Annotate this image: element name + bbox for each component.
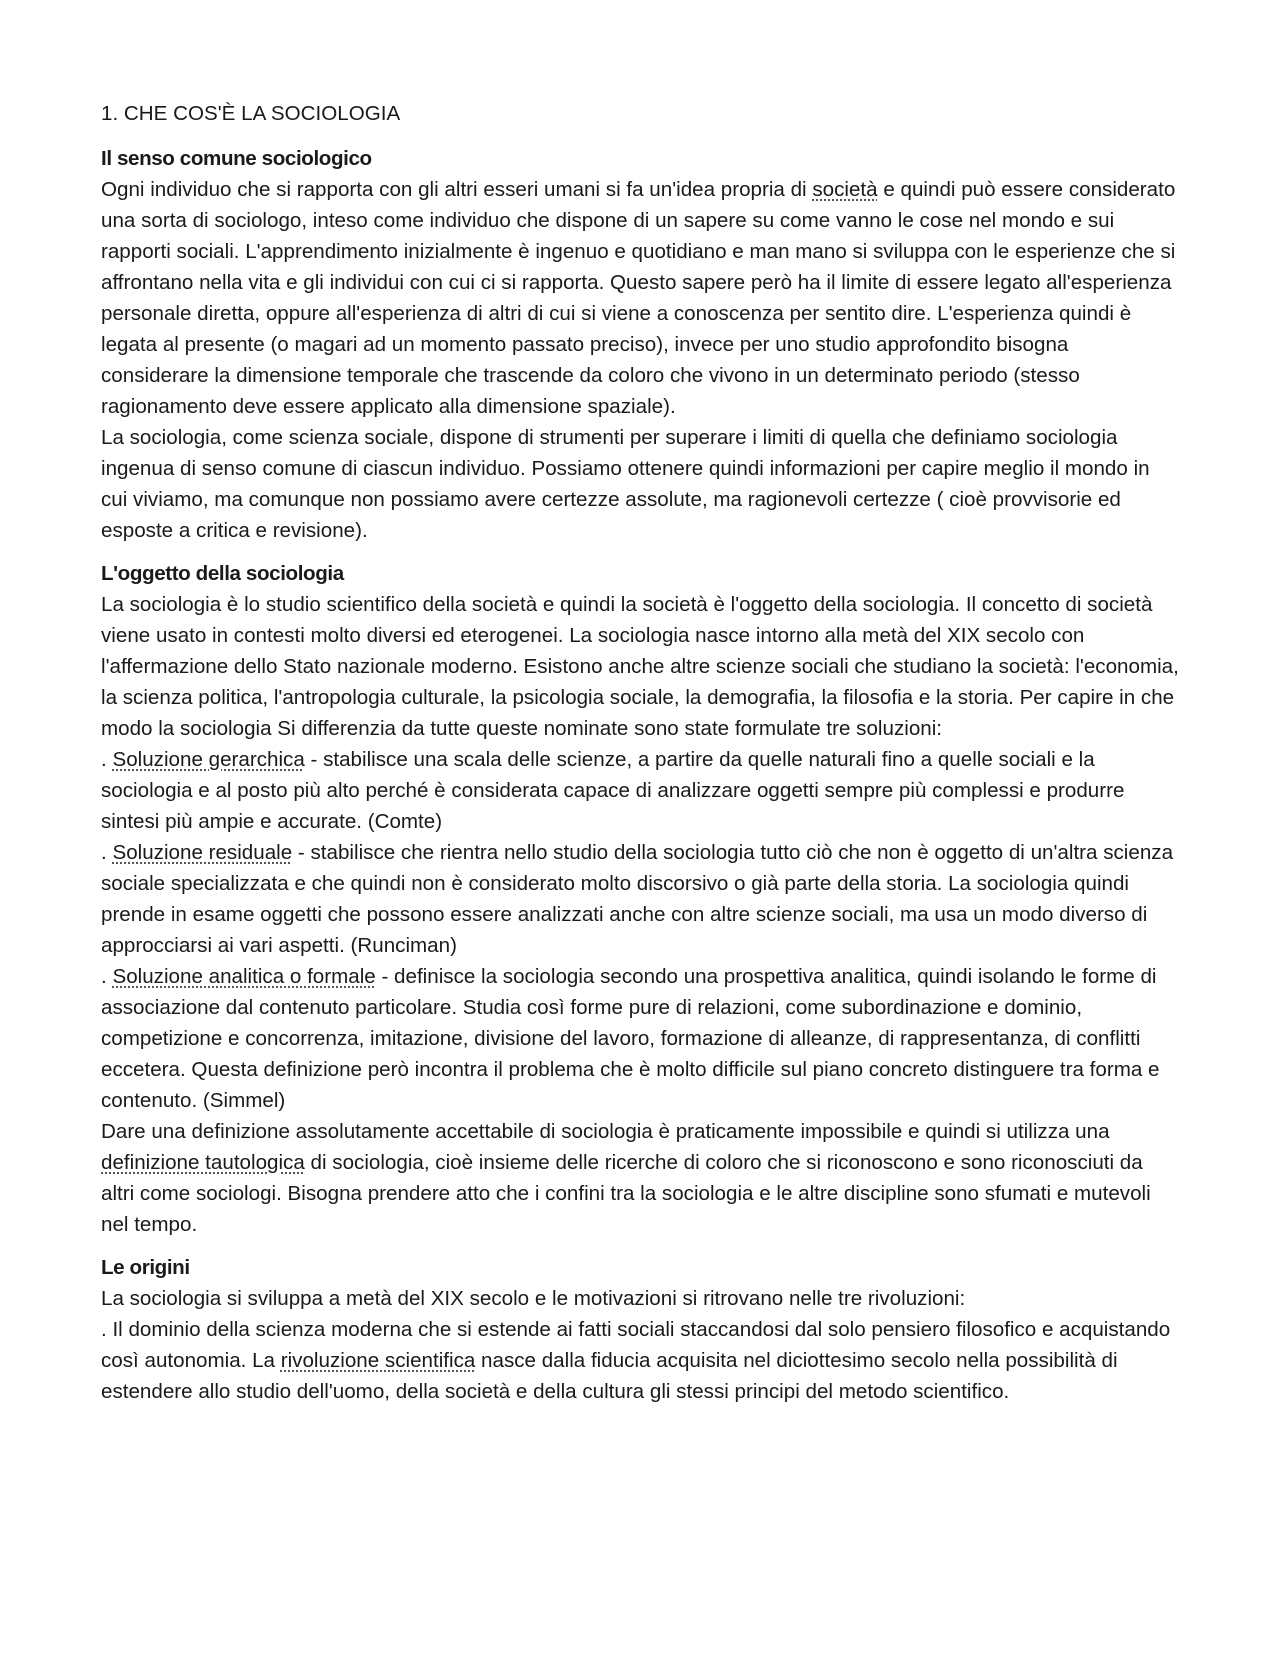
text-run: - definisce la sociologia secondo una prospettiva analitica, quindi isolando le forme di associazione dal contenuto particolare. Studia così forme pure di relazioni, come subordinazione e dominio, competizione e concorrenza, imitazione, divisione del lavoro, formazione di alleanze, di rappresentanza, di conflitti eccetera. Questa definizione però incontra il problema che è molto difficile sul piano concreto distinguere tra forma e contenuto. (Simmel) (101, 965, 1160, 1112)
text-run: - stabilisce che rientra nello studio della sociologia tutto ciò che non è oggetto di un'altra scienza sociale specializzata e che quindi non è considerato molto discorsivo o già parte della storia. La sociologia quindi prende in esame oggetti che possono essere analizzati anche con altre scienze sociali, ma usa un modo diverso di approcciarsi ai vari aspetti. (Runciman) (101, 841, 1174, 957)
text-run: nasce dalla fiducia acquisita nel diciottesimo secolo nella possibilità di estendere allo studio dell'uomo, della società e della cultura gli stessi principi del metodo scientifico. (101, 1349, 1118, 1403)
paragraph: La sociologia, come scienza sociale, dispone di strumenti per superare i limiti di quella che definiamo sociologia ingenua di senso comune di ciascun individuo. Possiamo ottenere quindi informazioni per capire meglio il mondo in cui viviamo, ma comunque non possiamo avere certezze assolute, ma ragionevoli certezze ( cioè provvisorie ed esposte a critica e revisione). (101, 426, 1150, 542)
list-item (101, 961, 1181, 1116)
section-origini (101, 1252, 1181, 1407)
list-item (101, 744, 1181, 837)
underlined-term: Soluzione residuale (112, 841, 293, 864)
text-run: - stabilisce una scala delle scienze, a partire da quelle naturali fino a quelle sociali e la sociologia e al posto più alto perché è considerata capace di analizzare oggetti sempre più complessi e produrre sintesi più ampie e accurate. (Comte) (101, 748, 1125, 833)
document-title: 1. CHE COS'È LA SOCIOLOGIA (101, 102, 401, 125)
bullet-prefix: . (101, 965, 113, 988)
section-heading: L'oggetto della sociologia (101, 562, 344, 585)
text-run: di sociologia, cioè insieme delle ricerche di coloro che si riconoscono e sono riconosciuti da altri come sociologi. Bisogna prendere atto che i confini tra la sociologia e le altre discipline sono sfumati e mutevoli nel tempo. (101, 1151, 1151, 1236)
underlined-term: Soluzione analitica o formale (112, 965, 376, 988)
underlined-term: rivoluzione scientifica (280, 1349, 476, 1372)
list-item (101, 837, 1181, 961)
bullet-prefix: . (101, 841, 113, 864)
text-run: Ogni individuo che si rapporta con gli altri esseri umani si fa un'idea propria di (101, 178, 813, 201)
bullet-prefix: . (101, 748, 113, 771)
paragraph (101, 1116, 1181, 1240)
paragraph: La sociologia si sviluppa a metà del XIX secolo e le motivazioni si ritrovano nelle tre rivoluzioni: (101, 1287, 966, 1310)
underlined-term: definizione tautologica (101, 1151, 305, 1174)
section-oggetto (101, 558, 1181, 1240)
list-item (101, 1314, 1181, 1407)
paragraph: La sociologia è lo studio scientifico della società e quindi la società è l'oggetto della sociologia. Il concetto di società viene usato in contesti molto diversi ed eterogenei. La sociologia nasce intorno alla metà del XIX secolo con l'affermazione dello Stato nazionale moderno. Esistono anche altre scienze sociali che studiano la società: l'economia, la scienza politica, l'antropologia culturale, la psicologia sociale, la demografia, la filosofia e la storia. Per capire in che modo la sociologia Si differenzia da tutte queste nominate sono state formulate tre soluzioni: (101, 593, 1179, 740)
section-heading: Le origini (101, 1256, 190, 1279)
section-heading: Il senso comune sociologico (101, 147, 372, 170)
paragraph (101, 174, 1181, 422)
underlined-term: Soluzione gerarchica (112, 748, 305, 771)
text-run: e quindi può essere considerato una sorta di sociologo, inteso come individuo che dispone di un sapere su come vanno le cose nel mondo e sui rapporti sociali. L'apprendimento inizialmente è ingenuo e quotidiano e man mano si sviluppa con le esperienze che si affrontano nella vita e gli individui con cui ci si rapporta. Questo sapere però ha il limite di essere legato all'esperienza personale diretta, oppure all'esperienza di altri di cui si viene a conoscenza per sentito dire. L'esperienza quindi è legata al presente (o magari ad un momento passato preciso), invece per uno studio approfondito bisogna considerare la dimensione temporale che trascende da coloro che vivono in un determinato periodo (stesso ragionamento deve essere applicato alla dimensione spaziale). (101, 178, 1176, 418)
document-page (101, 98, 1181, 1419)
text-run: Dare una definizione assolutamente accettabile di sociologia è praticamente impossibile e quindi si utilizza una (101, 1120, 1110, 1143)
underlined-term: società (812, 178, 878, 201)
text-run: . Il dominio della scienza moderna che si estende ai fatti sociali staccandosi dal solo pensiero filosofico e acquistando così autonomia. La (101, 1318, 1171, 1372)
section-senso-comune (101, 143, 1181, 546)
